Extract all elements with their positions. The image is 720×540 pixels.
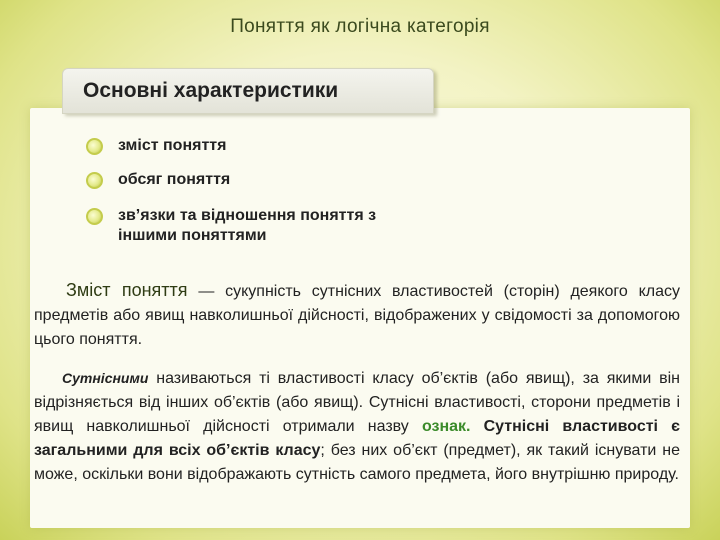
bullet-icon	[86, 138, 103, 155]
bullet-item-content: зміст поняття	[118, 137, 227, 154]
banner-label: Основні характеристики	[83, 79, 339, 102]
page-title: Поняття як логічна категорія	[230, 16, 490, 37]
bullet-item-relations	[118, 206, 376, 246]
bullet-icon	[86, 208, 103, 225]
definition-term: Зміст поняття	[66, 280, 188, 300]
bullet-icon	[86, 172, 103, 189]
definition-text: сукупність сутнісних властивостей (сторін) деякого класу предметів або явищ навколишньої дійсності, відображених у свідомості за допомогою цього поняття.	[34, 283, 681, 348]
bullet-item-scope: обсяг поняття	[118, 171, 231, 188]
essential-text2: ; без них об’єкт (предмет), як такий існувати не може, оскільки вони відображають сутність самого предмета, його внутрішню природу.	[34, 442, 680, 483]
bullet-item-relations-line1: зв’язки та відношення поняття з	[118, 207, 377, 224]
essential-bold: Сутнісні властивості є загальними для всіх об’єктів класу	[34, 418, 680, 459]
essential-term: Сутнісними	[62, 370, 149, 386]
bullet-item-relations-line2: іншими поняттями	[118, 227, 267, 244]
section-banner	[62, 68, 434, 114]
essential-text1: називаються ті властивості класу об’єктів (або явищ), за якими він відрізняється від інших об’єктів (або явищ). Сутнісні властивості, сторони предметів і явищ навколишньої дійсності отримали назву	[34, 370, 680, 435]
definition-dash: —	[198, 283, 215, 300]
definition-paragraph	[34, 278, 680, 352]
essential-paragraph	[34, 366, 680, 487]
sign-term: ознак.	[421, 418, 471, 435]
